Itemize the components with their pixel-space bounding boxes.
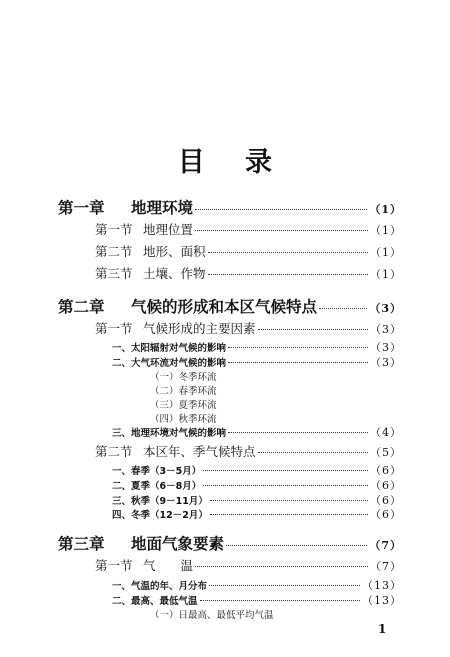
section-number: 第一节 bbox=[95, 558, 133, 573]
leader-dots bbox=[226, 545, 367, 546]
leader-dots bbox=[228, 362, 368, 363]
chapter-title: 气候的形成和本区气候特点 bbox=[131, 297, 318, 316]
section-number: 第二节 bbox=[95, 244, 133, 259]
section-number: 第一节 bbox=[95, 222, 133, 237]
section-number: 第三节 bbox=[95, 266, 133, 281]
item-title: 二、最高、最低气温 bbox=[112, 596, 198, 607]
toc-section-2-2[interactable] bbox=[95, 442, 402, 460]
toc-item-2-1-2[interactable] bbox=[112, 354, 402, 370]
toc-subitem-spring-circulation[interactable]: （二）春季环流 bbox=[150, 386, 217, 397]
item-title: 四、冬季（12－2月） bbox=[112, 510, 208, 521]
leader-dots bbox=[195, 230, 368, 231]
page-ref: （3） bbox=[369, 302, 402, 315]
leader-dots bbox=[209, 585, 360, 586]
leader-dots bbox=[319, 308, 367, 309]
section-title: 气候形成的主要因素 bbox=[143, 321, 256, 336]
toc-item-2-2-2[interactable] bbox=[112, 477, 402, 493]
leader-dots bbox=[210, 514, 368, 515]
toc-item-2-2-4[interactable] bbox=[112, 506, 402, 522]
leader-dots bbox=[195, 566, 368, 567]
toc-chapter-3[interactable] bbox=[58, 532, 402, 554]
toc-subitem-daily-max-min[interactable]: （一）日最高、最低平均气温 bbox=[150, 610, 274, 621]
page-ref: （1） bbox=[370, 224, 402, 237]
page-ref: （5） bbox=[370, 446, 402, 459]
page-ref: （7） bbox=[370, 560, 402, 573]
toc-item-3-1-2[interactable] bbox=[112, 592, 402, 608]
page-ref: （3） bbox=[370, 356, 402, 369]
toc-chapter-2[interactable] bbox=[58, 295, 402, 317]
section-title: 气 温 bbox=[143, 558, 194, 573]
chapter-number: 第三章 bbox=[58, 534, 105, 553]
section-title: 土壤、作物 bbox=[143, 266, 206, 281]
leader-dots bbox=[208, 274, 368, 275]
item-title: 一、太阳辐射对气候的影响 bbox=[112, 343, 227, 354]
leader-dots bbox=[228, 432, 368, 433]
page-ref: （13） bbox=[362, 594, 402, 607]
page-ref: （6） bbox=[370, 508, 402, 521]
toc-section-1-3[interactable] bbox=[95, 264, 402, 282]
toc-subitem-winter-circulation[interactable]: （一）冬季环流 bbox=[150, 372, 217, 383]
chapter-number: 第一章 bbox=[58, 198, 105, 217]
leader-dots bbox=[208, 252, 368, 253]
toc-subitem-summer-circulation[interactable]: （三）夏季环流 bbox=[150, 400, 217, 411]
section-number: 第一节 bbox=[95, 321, 133, 336]
item-title: 二、夏季（6－8月） bbox=[112, 481, 202, 492]
leader-dots bbox=[203, 485, 368, 486]
toc-item-2-1-3[interactable] bbox=[112, 424, 402, 440]
page-ref: （6） bbox=[370, 494, 402, 507]
leader-dots bbox=[210, 500, 368, 501]
toc-section-1-2[interactable] bbox=[95, 242, 402, 260]
page-ref: （6） bbox=[370, 464, 402, 477]
toc-subitem-autumn-circulation[interactable]: （四）秋季环流 bbox=[150, 414, 217, 425]
item-title: 一、气温的年、月分布 bbox=[112, 581, 208, 592]
chapter-number: 第二章 bbox=[58, 297, 105, 316]
chapter-title: 地面气象要素 bbox=[131, 534, 225, 553]
item-title: 二、大气环流对气候的影响 bbox=[112, 358, 227, 369]
page-ref: （6） bbox=[370, 479, 402, 492]
section-number: 第二节 bbox=[95, 444, 133, 459]
section-title: 地形、面积 bbox=[143, 244, 206, 259]
page-ref: （1） bbox=[370, 246, 402, 259]
leader-dots bbox=[258, 452, 368, 453]
leader-dots bbox=[200, 600, 360, 601]
page-ref: （1） bbox=[370, 268, 402, 281]
toc-title-part1: 目 bbox=[177, 147, 205, 178]
item-title: 一、春季（3－5月） bbox=[112, 466, 202, 477]
toc-section-1-1[interactable] bbox=[95, 220, 402, 238]
section-title: 地理位置 bbox=[143, 222, 194, 237]
toc-title bbox=[0, 140, 450, 179]
page-ref: （1） bbox=[369, 203, 402, 216]
toc-section-3-1[interactable] bbox=[95, 556, 402, 574]
toc-chapter-1[interactable] bbox=[58, 196, 402, 218]
toc-item-2-1-1[interactable] bbox=[112, 339, 402, 355]
toc-item-2-2-1[interactable] bbox=[112, 462, 402, 478]
section-title: 本区年、季气候特点 bbox=[143, 444, 256, 459]
toc-item-3-1-1[interactable] bbox=[112, 577, 402, 593]
leader-dots bbox=[203, 470, 368, 471]
page-ref: （4） bbox=[370, 426, 402, 439]
page-ref: （3） bbox=[370, 323, 402, 336]
item-title: 三、秋季（9－11月） bbox=[112, 496, 208, 507]
leader-dots bbox=[195, 209, 367, 210]
page-ref: （13） bbox=[362, 579, 402, 592]
leader-dots bbox=[258, 329, 368, 330]
page-number: 1 bbox=[378, 622, 387, 636]
toc-title-part2: 录 bbox=[245, 147, 273, 178]
leader-dots bbox=[228, 347, 368, 348]
page-ref: （3） bbox=[370, 341, 402, 354]
item-title: 三、地理环境对气候的影响 bbox=[112, 428, 227, 439]
page-ref: （7） bbox=[369, 539, 402, 552]
chapter-title: 地理环境 bbox=[131, 198, 194, 217]
toc-section-2-1[interactable] bbox=[95, 319, 402, 337]
